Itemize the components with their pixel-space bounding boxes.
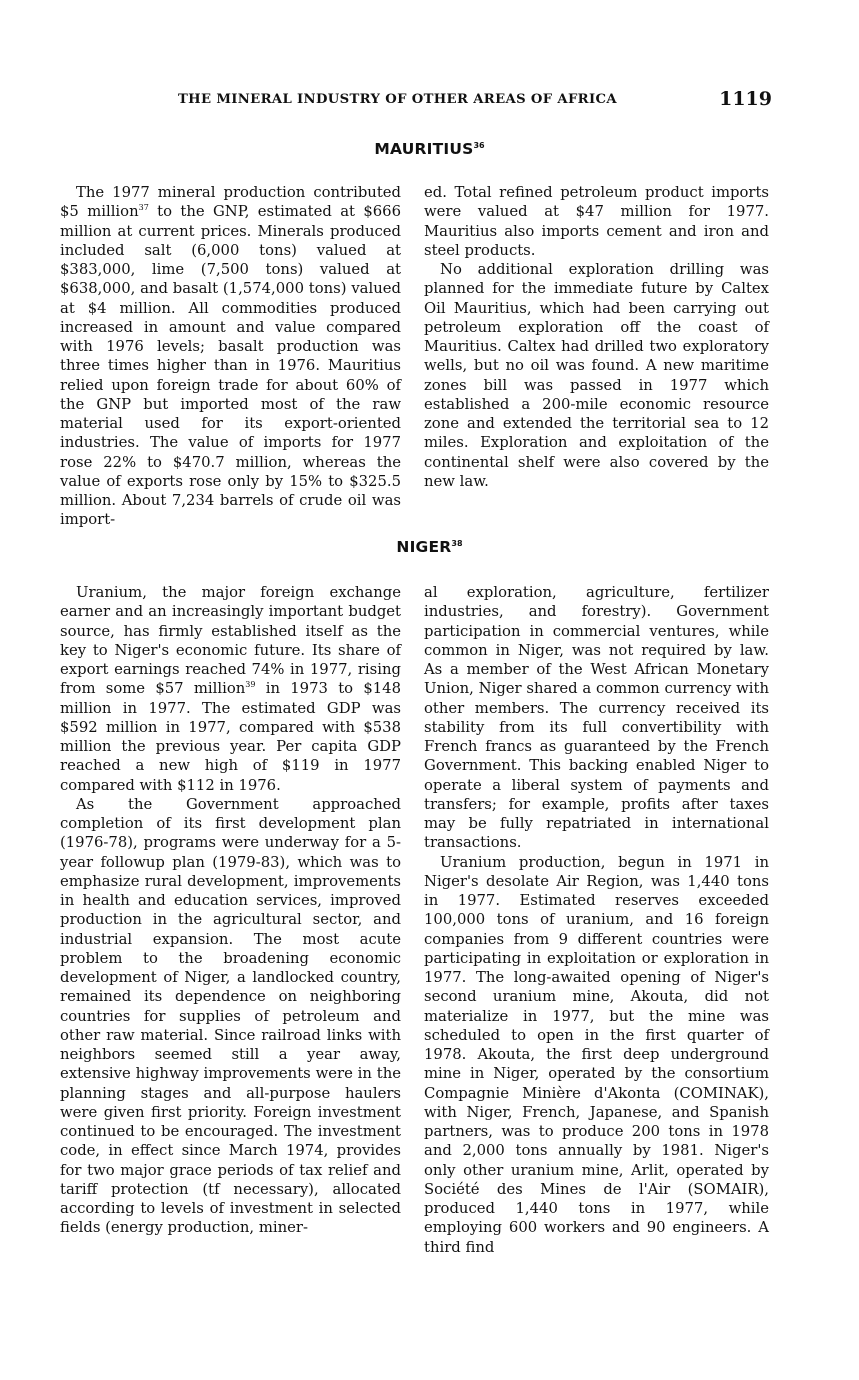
niger-paragraph-2-cont: al exploration, agriculture, fertilizer industries, and forestry). Government participation in commercial ventures, while common in Niger, was not required by law. As a member of the West African Monetary Union, Niger shared a common currency with other members. The currency received its stability from its full convertibility with French francs as guaranteed by the French Government. This backing enabled Niger to operate a liberal system of payments and transfers; for example, profits after taxes may be fully repatriated in international transactions. bbox=[424, 584, 769, 852]
mauritius-paragraph-2: No additional exploration drilling was planned for the immediate future by Caltex Oil Mauritius, which had been carrying out petroleum exploration off the coast of Mauritius. Caltex had drilled two exploratory wells, but no oil was found. A new maritime zones bill was passed in 1977 which established a 200-mile economic resource zone and extended the territorial sea to 12 miles. Exploration and exploitation of the continental shelf were also covered by the new law. bbox=[424, 261, 769, 490]
footnote-ref-37: 37 bbox=[138, 203, 149, 213]
page-number: 1119 bbox=[719, 88, 772, 110]
mauritius-paragraph-1-cont: ed. Total refined petroleum product imports were valued at $47 million for 1977. Mauritius also imports cement and iron and steel products. bbox=[424, 184, 769, 259]
running-header bbox=[60, 88, 772, 114]
running-title: THE MINERAL INDUSTRY OF OTHER AREAS OF AFRICA bbox=[178, 92, 617, 107]
niger-heading-footnote: 38 bbox=[451, 539, 463, 548]
mauritius-p1-text-b: to the GNP, estimated at $666 million at current prices. Minerals produced included salt (6,000 tons) valued at $383,000, lime (7,500 tons) valued at $638,000, and basalt (1,574,000 tons) valued at $4 million. All commodities produced increased in amount and value compared with 1976 levels; basalt production was three times higher than in 1976. Mauritius relied upon foreign trade for about 60% of the GNP but imported most of the raw material used for its export-oriented industries. The value of imports for 1977 rose 22% to $470.7 million, whereas the value of exports rose only by 15% to $325.5 million. About 7,234 barrels of crude oil was import- bbox=[60, 203, 402, 529]
niger-p1-text-a: Uranium, the major foreign exchange earner and an increasingly important budget source, has firmly established itself as the key to Niger's economic future. Its share of export earnings reached 74% in 1977, rising from some $57 million bbox=[60, 584, 401, 698]
mauritius-heading-text: MAURITIUS bbox=[374, 140, 474, 158]
mauritius-left-column bbox=[60, 183, 401, 530]
mauritius-p1-text-a: The 1977 mineral production contributed $5 million bbox=[60, 184, 401, 221]
niger-right-column bbox=[424, 583, 769, 1257]
mauritius-heading-footnote: 36 bbox=[473, 141, 485, 150]
niger-heading bbox=[0, 538, 859, 556]
niger-p1-text-b: in 1973 to $148 million in 1977. The estimated GDP was $592 million in 1977, compared with $538 million the previous year. Per capita GDP reached a new high of $119 in 1977 compared with $112 in 1976. bbox=[60, 680, 401, 794]
mauritius-heading bbox=[0, 140, 859, 158]
mauritius-right-column bbox=[424, 183, 769, 491]
niger-left-column bbox=[60, 583, 401, 1238]
niger-heading-text: NIGER bbox=[396, 538, 452, 556]
niger-paragraph-1 bbox=[60, 583, 401, 795]
footnote-ref-39: 39 bbox=[245, 680, 256, 690]
niger-paragraph-3: Uranium production, begun in 1971 in Niger's desolate Air Region, was 1,440 tons in 1977. Estimated reserves exceeded 100,000 tons of uranium, and 16 foreign companies from 9 different countries were participating in exploitation or exploration in 1977. The long-awaited opening of Niger's second uranium mine, Akouta, did not materialize in 1977, but the mine was scheduled to open in the first quarter of 1978. Akouta, the first deep underground mine in Niger, operated by the consortium Compagnie Minière d'Akonta (COMINAK), with Niger, French, Japanese, and Spanish partners, was to produce 200 tons in 1978 and 2,000 tons annually by 1981. Niger's only other uranium mine, Arlit, operated by Société des Mines de l'Air (SOMAIR), produced 1,440 tons in 1977, while employing 600 workers and 90 engineers. A third find bbox=[424, 853, 769, 1256]
niger-paragraph-2: As the Government approached completion of its first development plan (1976-78), programs were underway for a 5-year followup plan (1979-83), which was to emphasize rural development, improvements in health and education services, improved production in the agricultural sector, and industrial expansion. The most acute problem to the broadening economic development of Niger, a landlocked country, remained its dependence on neighboring countries for supplies of petroleum and other raw material. Since railroad links with neighbors seemed still a year away, extensive highway improvements were in the planning stages and all-purpose haulers were given first priority. Foreign investment continued to be encouraged. The investment code, in effect since March 1974, provides for two major grace periods of tax relief and tariff protection (tf necessary), allocated according to levels of investment in selected fields (energy production, miner- bbox=[60, 795, 401, 1237]
mauritius-paragraph-1 bbox=[60, 183, 401, 530]
